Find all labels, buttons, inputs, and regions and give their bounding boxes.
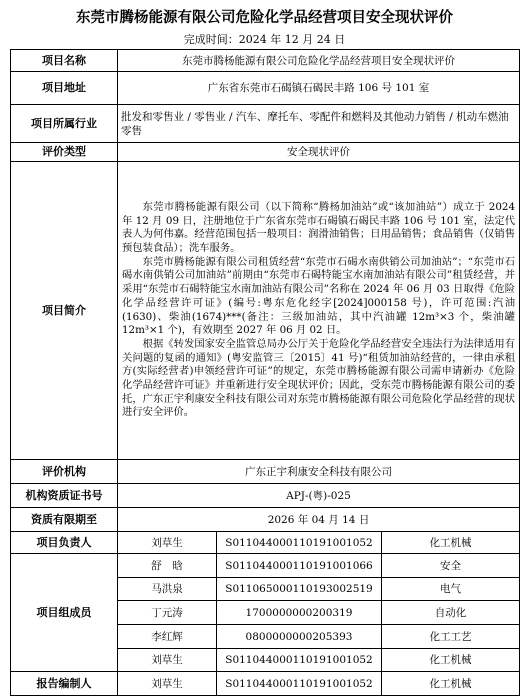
member-specialty: 电气 xyxy=(382,578,520,601)
table-row xyxy=(11,508,520,532)
evaluation-org-label: 评价机构 xyxy=(11,460,118,484)
table-row xyxy=(11,554,520,578)
member-name: 刘草生 xyxy=(118,649,217,672)
project-address-value: 广东省东莞市石碣镇石碣民丰路 106 号 101 室 xyxy=(118,72,520,105)
leader-specialty: 化工机械 xyxy=(382,532,520,554)
member-specialty: 化工机械 xyxy=(382,649,520,672)
report-writer-label: 报告编制人 xyxy=(11,672,118,696)
leader-cert: S011044000110191001052 xyxy=(217,532,382,554)
industry-label: 项目所属行业 xyxy=(11,105,118,143)
intro-paragraph-1: 东莞市腾杨能源有限公司（以下简称“腾杨加油站”或“该加油站”）成立于 2024 年 12 月 09 日，注册地位于广东省东莞市石碣镇石碣民丰路 106 号 101 室，法定代表人为何伟嘉。经营范围包括一般项目：润滑油销售；日用品销售；食品销售（仅销售预包装食品）；洗车服务。 xyxy=(122,200,516,254)
table-row xyxy=(11,143,520,162)
member-name: 舒 晗 xyxy=(118,554,217,578)
member-cert: S011044000110191001066 xyxy=(217,554,382,578)
member-name: 李红辉 xyxy=(118,625,217,649)
member-name: 马洪泉 xyxy=(118,578,217,601)
certificate-no-label: 机构资质证书号 xyxy=(11,484,118,508)
table-row xyxy=(11,532,520,554)
intro-paragraph-2: 东莞市腾杨能源有限公司租赁经营“东莞市石碣水南供销公司加油站”；“东莞市石碣水南供销公司加油站”前期由“东莞市石碣特能宝水南加油站有限公司”租赁经营，并采用“东莞市石碣特能宝水南加油站有限公司”名称在 2024 年 06 月 03 日取得《危险化学品经营许可证》(编号:粤东危化经字[2024]000158 号)，许可范围:汽油(1630)、柴油(1674)***(备注：三级加油站，其中汽油罐 12m³×3 个，柴油罐 12m³×1 个)，有效期至 2027 年 06 月 02 日。 xyxy=(122,255,516,337)
writer-specialty: 化工机械 xyxy=(382,672,520,696)
completion-date-label: 完成时间： xyxy=(183,33,239,46)
intro-paragraph-3: 根据《转发国家安全监管总局办公厅关于危险化学品经营安全违法行为法律适用有关问题的复函的通知》(粤安监管三〔2015〕41 号)“租赁加油站经营的，一律由承租方(实际经营者)申领经营许可证”的规定，东莞市腾杨能源有限公司需申请新办《危险化学品经营许可证》并重新进行安全现状评价；因此，受东莞市腾杨能源有限公司的委托，广东正宇利康安全科技有限公司对东莞市腾杨能源有限公司危险化学品经营的现状进行安全评价。 xyxy=(122,337,516,419)
writer-name: 刘草生 xyxy=(118,672,217,696)
writer-cert: S011044000110191001052 xyxy=(217,672,382,696)
member-cert: S011065000110193002519 xyxy=(217,578,382,601)
validity-label: 资质有限期至 xyxy=(11,508,118,532)
project-intro-content xyxy=(118,162,520,460)
project-name-value: 东莞市腾杨能源有限公司危险化学品经营项目安全现状评价 xyxy=(118,50,520,72)
team-members-label: 项目组成员 xyxy=(11,554,118,672)
member-cert: S011044000110191001052 xyxy=(217,649,382,672)
member-cert: 1700000000200319 xyxy=(217,601,382,625)
table-row xyxy=(11,672,520,696)
project-leader-label: 项目负责人 xyxy=(11,532,118,554)
completion-date xyxy=(0,31,529,47)
table-row xyxy=(11,162,520,460)
table-row xyxy=(11,105,520,143)
member-cert: 0800000000205393 xyxy=(217,625,382,649)
project-address-label: 项目地址 xyxy=(11,72,118,105)
table-row xyxy=(11,50,520,72)
industry-value: 批发和零售业 / 零售业 / 汽车、摩托车、零配件和燃料及其他动力销售 / 机动车燃油零售 xyxy=(118,105,520,143)
member-specialty: 化工工艺 xyxy=(382,625,520,649)
member-specialty: 安全 xyxy=(382,554,520,578)
member-name: 丁元涛 xyxy=(118,601,217,625)
table-row xyxy=(11,484,520,508)
project-intro-label: 项目简介 xyxy=(11,162,118,460)
leader-name: 刘草生 xyxy=(118,532,217,554)
report-info-table xyxy=(10,49,520,696)
table-row xyxy=(11,460,520,484)
evaluation-org-value: 广东正宇利康安全科技有限公司 xyxy=(118,460,520,484)
validity-value: 2026 年 04 月 14 日 xyxy=(118,508,520,532)
member-specialty: 自动化 xyxy=(382,601,520,625)
document-title: 东莞市腾杨能源有限公司危险化学品经营项目安全现状评价 xyxy=(76,10,453,26)
evaluation-type-value: 安全现状评价 xyxy=(118,143,520,162)
evaluation-type-label: 评价类型 xyxy=(11,143,118,162)
certificate-no-value: APJ-(粤)-025 xyxy=(118,484,520,508)
completion-date-value: 2024 年 12 月 24 日 xyxy=(238,33,346,46)
project-name-label: 项目名称 xyxy=(11,50,118,72)
table-row xyxy=(11,72,520,105)
